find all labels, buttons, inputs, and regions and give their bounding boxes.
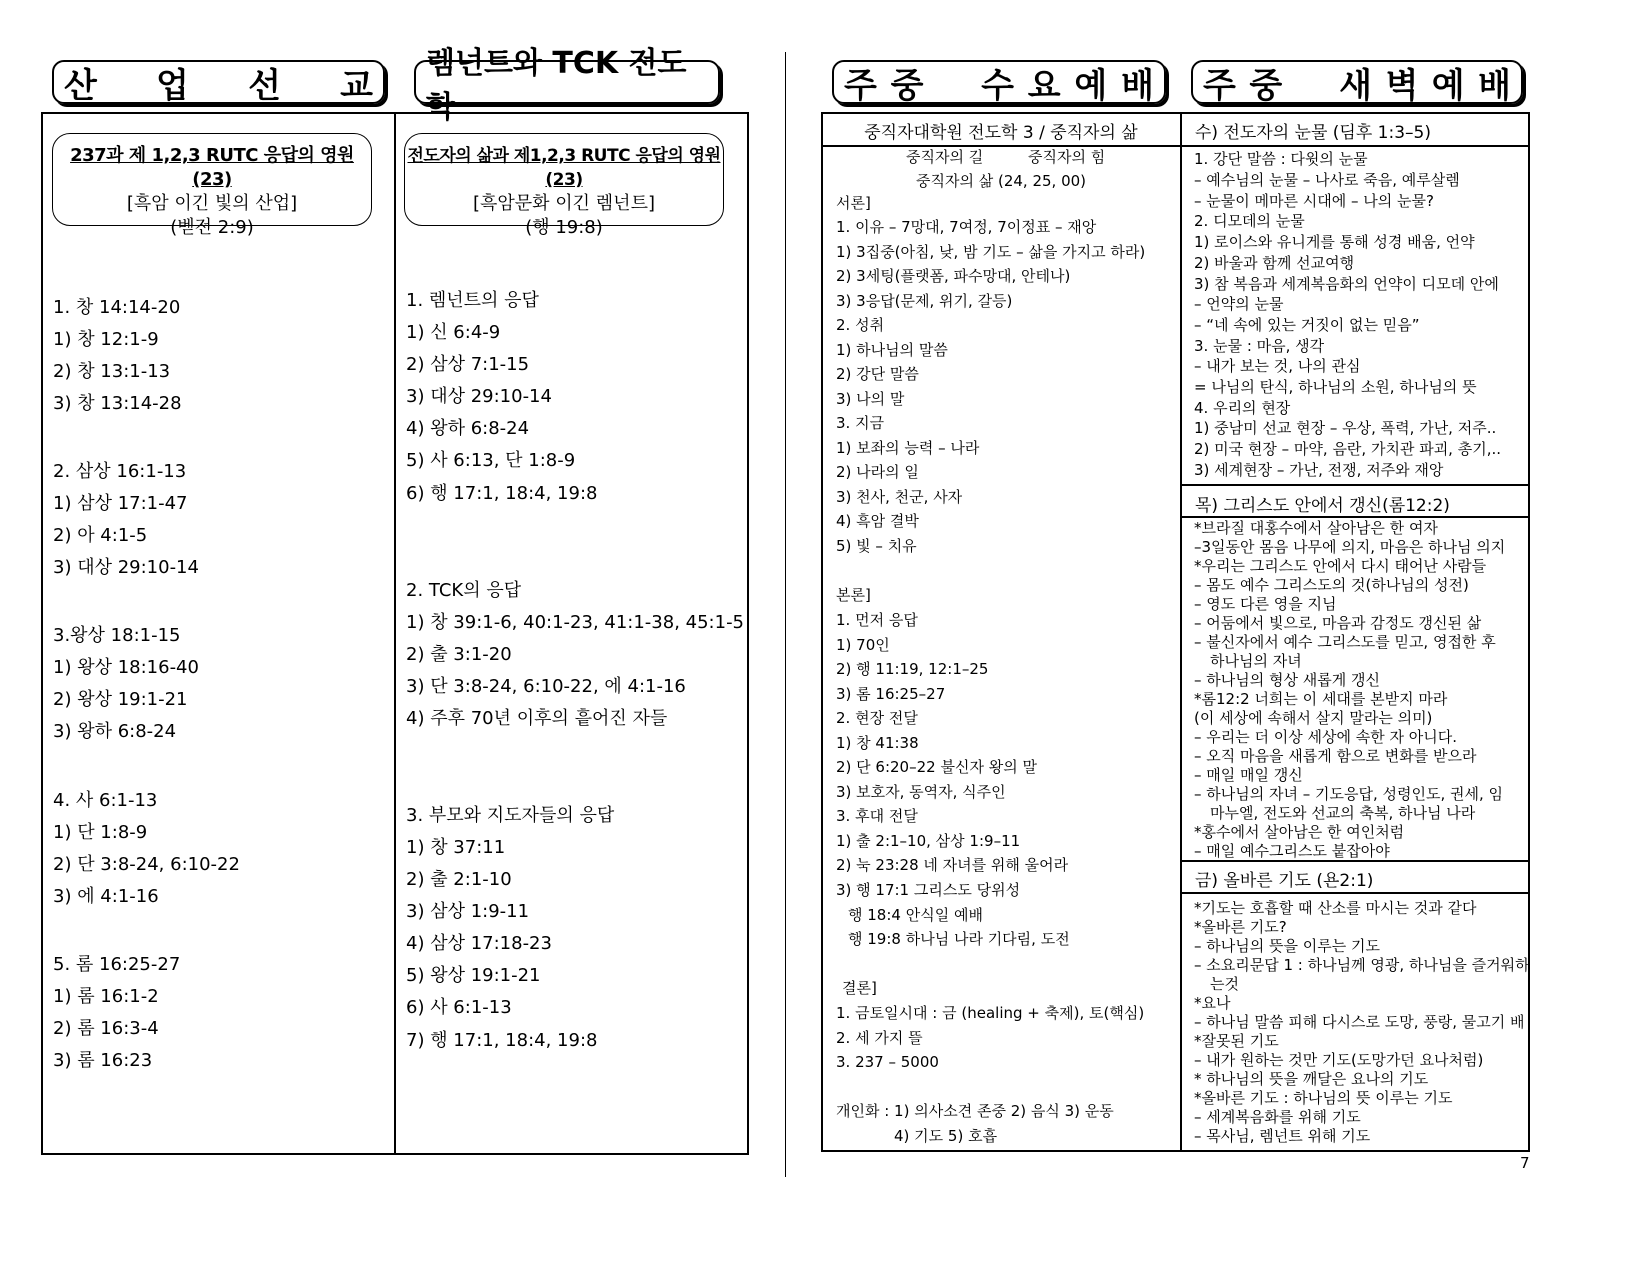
- list-item: 2) 미국 현장 – 마약, 음란, 가치관 파괴, 총기,..: [1194, 440, 1501, 458]
- list-item: – 우리는 더 이상 세상에 속한 자 아니다.: [1194, 728, 1457, 746]
- list-item: 7) 행 17:1, 18:4, 19:8: [406, 1030, 598, 1051]
- list-item: 3.왕상 18:1-15: [53, 625, 181, 646]
- list-item: 1) 70인: [836, 636, 890, 654]
- list-item: 2) 강단 말씀: [836, 365, 919, 383]
- list-item: 3) 보호자, 동역자, 식주인: [836, 783, 1006, 801]
- list-item: 3. 눈물 : 마음, 생각: [1194, 337, 1325, 355]
- list-item: 3) 참 복음과 세계복음화의 언약이 디모데 안에: [1194, 275, 1499, 293]
- header-char: 예: [1431, 65, 1465, 106]
- col2-box-title: 전도자의 삶과 제1,2,3 RUTC 응답의 영원 (23): [407, 146, 721, 190]
- list-item: – 영도 다른 영을 지님: [1194, 595, 1337, 613]
- list-item: –3일동안 몸음 나무에 의지, 마음은 하나님 의지: [1194, 538, 1506, 556]
- header-char: 배: [1121, 65, 1154, 106]
- list-item: *잘못된 기도: [1194, 1032, 1279, 1050]
- page-fold-line: [785, 52, 786, 1177]
- list-item: – 예수님의 눈물 – 나사로 죽음, 예루살렘: [1194, 171, 1460, 189]
- header-remnant-tck: [414, 46, 720, 125]
- list-item: 3. 237 – 5000: [836, 1053, 939, 1071]
- list-item: 1. 창 14:14-20: [53, 297, 181, 318]
- list-item: – 소요리문답 1 : 하나님께 영광, 하나님을 즐거워하: [1194, 956, 1530, 974]
- header-dawn-service: [1191, 60, 1523, 104]
- list-item: 5) 왕상 19:1-21: [406, 965, 541, 986]
- header-char: 중: [890, 65, 924, 106]
- list-item: 3) 에 4:1-16: [53, 886, 159, 907]
- list-item: 4) 삼상 17:18-23: [406, 933, 552, 954]
- header-char: 중: [1249, 65, 1283, 106]
- list-item: 2. 삼상 16:1-13: [53, 461, 187, 482]
- list-item: *올바른 기도?: [1194, 918, 1287, 936]
- list-item: – 오직 마음을 새롭게 함으로 변화를 받으라: [1194, 747, 1477, 765]
- friday-title: 금) 올바른 기도 (욘2:1): [1195, 871, 1374, 891]
- header-char: 산: [64, 65, 97, 106]
- list-item: 4) 기도 5) 호흡: [894, 1127, 998, 1145]
- list-item: 1. 금토일시대 : 금 (healing + 축제), 토(핵심): [836, 1004, 1145, 1022]
- list-item: 1) 삼상 17:1-47: [53, 493, 188, 514]
- list-item: – 눈물이 메마른 시대에 – 나의 눈물?: [1194, 192, 1434, 210]
- list-item: 3. 후대 전달: [836, 807, 918, 825]
- list-item: *올바른 기도 : 하나님의 뜻 이루는 기도: [1194, 1089, 1453, 1107]
- list-item: 3) 롬 16:23: [53, 1050, 153, 1071]
- list-item: 결론]: [842, 979, 877, 997]
- list-item: 2) 아 4:1-5: [53, 525, 148, 546]
- list-item: *우리는 그리스도 안에서 다시 태어난 사람들: [1194, 557, 1487, 575]
- list-item: 3) 천사, 천군, 사자: [836, 488, 963, 506]
- list-item: 1) 창 39:1-6, 40:1-23, 41:1-38, 45:1-5: [406, 612, 745, 633]
- list-item: 1) 창 37:11: [406, 837, 506, 858]
- list-item: 6) 행 17:1, 18:4, 19:8: [406, 483, 598, 504]
- list-item: 5) 사 6:13, 단 1:8-9: [406, 450, 576, 471]
- list-item: 본론]: [836, 586, 871, 604]
- right-column-divider: [1180, 112, 1182, 1152]
- list-item: 2. 현장 전달: [836, 709, 918, 727]
- list-item: 1. 이유 – 7망대, 7여정, 7이정표 – 재앙: [836, 218, 1097, 236]
- list-item: 5. 롬 16:25-27: [53, 954, 181, 975]
- list-item: 4) 주후 70년 이후의 흩어진 자들: [406, 708, 668, 729]
- list-item: 3) 왕하 6:8-24: [53, 721, 177, 742]
- page-number: 7: [1520, 1154, 1530, 1172]
- list-item: – 언약의 눈물: [1194, 295, 1284, 313]
- col1-title-box: [52, 133, 372, 238]
- list-item: 1) 롬 16:1-2: [53, 986, 159, 1007]
- list-item: 하나님의 자녀: [1210, 652, 1302, 670]
- col2-box-verse: (행 19:8): [525, 217, 603, 238]
- list-item: 3) 대상 29:10-14: [406, 386, 552, 407]
- wednesday-title: 수) 전도자의 눈물 (딤후 1:3–5): [1195, 123, 1431, 143]
- list-item: (이 세상에 속해서 살지 말라는 의미): [1194, 709, 1433, 727]
- list-item: 2. TCK의 응답: [406, 580, 522, 601]
- list-item: 2) 왕상 19:1-21: [53, 689, 188, 710]
- list-item: 2) 삼상 7:1-15: [406, 354, 530, 375]
- list-item: *브라질 대홍수에서 살아남은 한 여자: [1194, 519, 1438, 537]
- list-item: 3) 3응답(문제, 위기, 갈등): [836, 292, 1013, 310]
- header-char: 새: [1339, 65, 1372, 106]
- list-item: 1. 렘넌트의 응답: [406, 290, 539, 311]
- list-item: 2) 3세팅(플랫폼, 파수망대, 안테나): [836, 267, 1071, 285]
- list-item: – 목사님, 렘넌트 위해 기도: [1194, 1127, 1371, 1145]
- list-item: 1) 보좌의 능력 – 나라: [836, 439, 980, 457]
- list-item: 3) 단 3:8-24, 6:10-22, 에 4:1-16: [406, 676, 686, 697]
- left-column-divider: [394, 112, 396, 1155]
- header-char: 요: [1027, 65, 1061, 106]
- list-item: 3) 삼상 1:9-11: [406, 901, 530, 922]
- friday-rule-top: [1181, 860, 1530, 862]
- list-item: 2) 바울과 함께 선교여행: [1194, 254, 1355, 272]
- col3-title-rule: [821, 145, 1181, 147]
- list-item: – 몸도 예수 그리스도의 것(하나님의 성전): [1194, 576, 1469, 594]
- list-item: 3) 롬 16:25–27: [836, 685, 946, 703]
- list-item: 2. 디모데의 눈물: [1194, 212, 1305, 230]
- col3-title: 중직자대학원 전도학 3 / 중직자의 삶: [864, 123, 1138, 143]
- list-item: 1) 왕상 18:16-40: [53, 657, 199, 678]
- list-item: – 매일 매일 갱신: [1194, 766, 1303, 784]
- list-item: 는것: [1210, 975, 1239, 993]
- list-item: 3. 지금: [836, 414, 885, 432]
- header-char: 배: [1478, 65, 1511, 106]
- header-char: 주: [1203, 65, 1236, 106]
- col3-subtitle-way: 중직자의 길: [906, 148, 984, 166]
- header-wednesday-service: [832, 60, 1166, 104]
- header-char: 교: [340, 65, 373, 106]
- list-item: 서론]: [836, 194, 871, 212]
- col3-subtitle-life: 중직자의 삶 (24, 25, 00): [915, 172, 1087, 190]
- list-item: 2. 성취: [836, 316, 885, 334]
- list-item: 2) 롬 16:3-4: [53, 1018, 159, 1039]
- col4-title-rule: [1181, 145, 1530, 147]
- list-item: *롬12:2 너희는 이 세대를 본받지 마라: [1194, 690, 1448, 708]
- header-text: 렘넌트와 TCK 전도학: [426, 46, 687, 125]
- col1-box-title: 237과 제 1,2,3 RUTC 응답의 영원 (23): [70, 145, 354, 190]
- list-item: 4. 우리의 현장: [1194, 399, 1291, 417]
- list-item: – 하나님의 자녀 – 기도응답, 성령인도, 권세, 임: [1194, 785, 1504, 803]
- list-item: *홍수에서 살아남은 한 여인처럼: [1194, 823, 1405, 841]
- list-item: *기도는 호흡할 때 산소를 마시는 것과 같다: [1194, 899, 1477, 917]
- list-item: 1. 먼저 응답: [836, 611, 918, 629]
- list-item: 1) 신 6:4-9: [406, 322, 501, 343]
- col1-box-subtitle: [흑암 이긴 빛의 산업]: [126, 193, 298, 214]
- list-item: 3) 대상 29:10-14: [53, 557, 199, 578]
- col2-title-box: [404, 133, 724, 238]
- list-item: 1) 하나님의 말씀: [836, 341, 948, 359]
- list-item: – 어둠에서 빛으로, 마음과 감정도 갱신된 삶: [1194, 614, 1482, 632]
- list-item: 마누엘, 전도와 선교의 축복, 하나님 나라: [1210, 804, 1476, 822]
- list-item: 4) 흑암 결박: [836, 512, 919, 530]
- list-item: *요나: [1194, 994, 1231, 1012]
- list-item: 2) 행 11:19, 12:1–25: [836, 660, 989, 678]
- list-item: 2) 단 3:8-24, 6:10-22: [53, 854, 240, 875]
- list-item: – 내가 원하는 것만 기도(도망가던 요나처럼): [1194, 1051, 1484, 1069]
- header-char: 주: [844, 65, 877, 106]
- list-item: – 불신자에서 예수 그리스도를 믿고, 영접한 후: [1194, 633, 1496, 651]
- list-item: 1) 로이스와 유니게를 통해 성경 배움, 언약: [1194, 233, 1475, 251]
- header-char: 업: [156, 65, 189, 106]
- list-item: – 하나님의 형상 새롭게 갱신: [1194, 671, 1380, 689]
- list-item: – 내가 보는 것, 나의 관심: [1194, 357, 1361, 375]
- list-item: 행 18:4 안식일 예배: [848, 906, 983, 924]
- list-item: – 하나님 말씀 피해 다시스로 도망, 풍랑, 물고기 배: [1194, 1013, 1525, 1031]
- list-item: 1) 단 1:8-9: [53, 822, 148, 843]
- list-item: – 하나님의 뜻을 이루는 기도: [1194, 937, 1380, 955]
- list-item: 1) 중남미 선교 현장 – 우상, 폭력, 가난, 저주..: [1194, 419, 1497, 437]
- list-item: 3) 행 17:1 그리스도 당위성: [836, 881, 1021, 899]
- list-item: 1) 창 41:38: [836, 734, 919, 752]
- list-item: 6) 사 6:1-13: [406, 997, 512, 1018]
- list-item: 2) 단 6:20–22 불신자 왕의 말: [836, 758, 1037, 776]
- thursday-title: 목) 그리스도 안에서 갱신(롬12:2): [1195, 496, 1450, 516]
- list-item: 2) 눅 23:28 네 자녀를 위해 울어라: [836, 856, 1069, 874]
- list-item: = 나님의 탄식, 하나님의 소원, 하나님의 뜻: [1194, 378, 1477, 396]
- header-char: 벽: [1385, 65, 1419, 106]
- list-item: 3) 창 13:14-28: [53, 393, 182, 414]
- list-item: 2) 나라의 일: [836, 463, 919, 481]
- list-item: 4) 왕하 6:8-24: [406, 418, 530, 439]
- header-char: 선: [248, 65, 281, 106]
- list-item: 행 19:8 하나님 나라 기다림, 도전: [848, 930, 1070, 948]
- list-item: * 하나님의 뜻을 깨달은 요나의 기도: [1194, 1070, 1429, 1088]
- list-item: 2. 세 가지 뜰: [836, 1029, 923, 1047]
- list-item: 3) 세계현장 – 가난, 전쟁, 저주와 재앙: [1194, 461, 1444, 479]
- list-item: – “네 속에 있는 거짓이 없는 믿음”: [1194, 316, 1420, 334]
- col1-box-verse: (벧전 2:9): [170, 217, 254, 238]
- friday-rule-bottom: [1181, 892, 1530, 894]
- thursday-rule-top: [1181, 484, 1530, 486]
- header-char: 수: [981, 65, 1014, 106]
- list-item: 2) 출 3:1-20: [406, 644, 512, 665]
- list-item: 2) 출 2:1-10: [406, 869, 512, 890]
- list-item: 3. 부모와 지도자들의 응답: [406, 805, 615, 826]
- list-item: 개인화 : 1) 의사소견 존중 2) 음식 3) 운동: [836, 1102, 1114, 1120]
- list-item: 4. 사 6:1-13: [53, 790, 158, 811]
- header-industrial-mission: [52, 60, 385, 104]
- list-item: 1) 3집중(아침, 낮, 밤 기도 – 삶을 가지고 하라): [836, 243, 1146, 261]
- list-item: – 세계복음화를 위해 기도: [1194, 1108, 1361, 1126]
- list-item: 3) 나의 말: [836, 390, 905, 408]
- list-item: 5) 빛 – 치유: [836, 537, 917, 555]
- list-item: 2) 창 13:1-13: [53, 361, 171, 382]
- list-item: 1. 강단 말씀 : 다윗의 눈물: [1194, 150, 1368, 168]
- list-item: – 매일 예수그리스도 붙잡아야: [1194, 842, 1390, 860]
- list-item: 1) 창 12:1-9: [53, 329, 159, 350]
- col2-box-subtitle: [흑암문화 이긴 렘넌트]: [473, 193, 655, 214]
- list-item: 1) 출 2:1–10, 삼상 1:9–11: [836, 832, 1021, 850]
- col3-subtitle-power: 중직자의 힘: [1028, 148, 1106, 166]
- header-char: 예: [1074, 65, 1108, 106]
